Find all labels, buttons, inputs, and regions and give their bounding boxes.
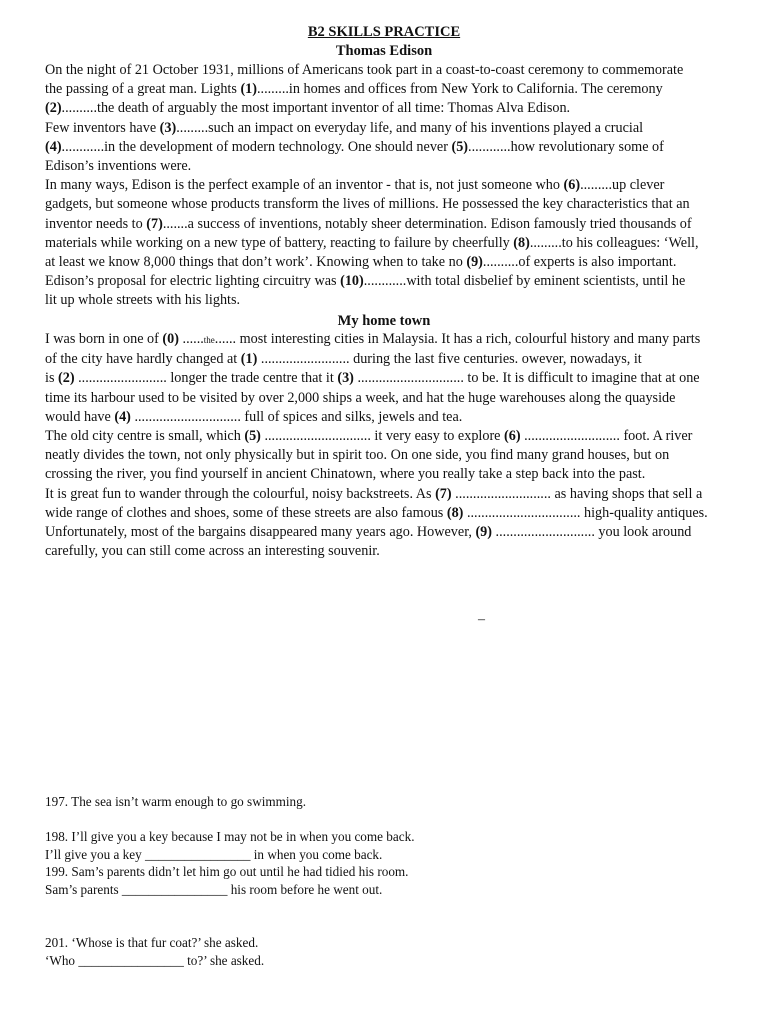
question-198 <box>45 828 735 863</box>
passage-text: ..........of experts is also important. <box>482 254 677 271</box>
hometown-line <box>45 389 735 408</box>
gap-number: (2) <box>45 100 62 117</box>
hometown-line <box>45 485 735 504</box>
page-title: B2 SKILLS PRACTICE <box>307 24 461 40</box>
edison-line <box>45 157 735 176</box>
gap-number: (6) <box>563 177 581 194</box>
gap-number: (3) <box>159 119 177 136</box>
hometown-line <box>45 369 735 388</box>
gap-number: (3) <box>337 370 354 387</box>
passage-text: The old city centre is small, which <box>45 428 245 445</box>
hometown-line <box>45 542 735 561</box>
edison-line <box>45 291 735 310</box>
passage-text: carefully, you can still come across an interesting souvenir. <box>45 543 380 560</box>
hometown-line <box>45 446 735 465</box>
gap-number: (5) <box>244 428 261 445</box>
passage-text: ............................ you look around <box>492 524 692 541</box>
hometown-line <box>45 330 735 350</box>
edison-line <box>45 234 735 253</box>
edison-line <box>45 61 735 80</box>
passage-text: ............in the development of modern technology. One should never <box>61 138 452 155</box>
passage-text: .........in homes and offices from New York to California. The ceremony <box>256 81 663 98</box>
edison-line <box>45 99 735 118</box>
passage-text: crossing the river, you find yourself in ancient Chinatown, where you really take a step back into the past. <box>45 466 646 483</box>
example-answer: the <box>203 335 215 345</box>
passage-text: Edison’s inventions were. <box>45 158 192 175</box>
passage-text: materials while working on a new type of battery, reacting to failure by cheerfully <box>45 234 514 251</box>
gap-number: (4) <box>114 408 131 425</box>
edison-line <box>45 138 735 157</box>
passage-text: .............................. it very easy to explore <box>260 428 505 445</box>
edison-line <box>45 195 735 214</box>
gap-number: (7) <box>146 215 163 232</box>
question-199-original: 199. Sam’s parents didn’t let him go out until he had tidied his room. <box>45 864 409 879</box>
question-201-rewrite: ‘Who ________________ to?’ she asked. <box>45 952 265 968</box>
passage-text: Edison’s proposal for electric lighting circuitry was <box>45 273 341 290</box>
gap-number: (8) <box>446 504 464 521</box>
passage-text: ........................... as having shops that sell a <box>451 485 703 502</box>
passage-text: ................................ high-quality antiques. <box>463 504 708 521</box>
passage-text: of the city have hardly changed at <box>45 351 241 368</box>
hometown-line <box>45 408 735 427</box>
gap-number: (5) <box>451 138 469 155</box>
passage-text: .........such an impact on everyday life, and many of his inventions played a crucial <box>176 119 644 136</box>
gap-number: (6) <box>504 428 521 445</box>
passage-text: On the night of 21 October 1931, millions of Americans took part in a coast-to-coast ceremony to commemorate <box>45 62 684 78</box>
question-197-text: 197. The sea isn’t warm enough to go swimming. <box>45 794 307 809</box>
gap-number: (1) <box>240 81 257 98</box>
hometown-line <box>45 523 735 542</box>
edison-line <box>45 119 735 138</box>
hometown-line <box>45 504 735 523</box>
question-199 <box>45 863 735 898</box>
edison-line <box>45 253 735 272</box>
edison-line <box>45 176 735 195</box>
passage-text: Unfortunately, most of the bargains disappeared many years ago. However, <box>45 524 476 541</box>
gap-number: (10) <box>340 273 364 290</box>
passage-text: ......................... longer the trade centre that it <box>74 370 338 387</box>
gap-number: (9) <box>475 524 492 541</box>
passage-text: In many ways, Edison is the perfect example of an inventor - that is, not just someone who <box>45 177 564 194</box>
section-title-edison: Thomas Edison <box>335 43 433 59</box>
edison-line <box>45 215 735 234</box>
passage-text: the passing of a great man. Lights <box>45 81 241 98</box>
gap-number: (9) <box>466 254 483 271</box>
question-199-rewrite: Sam’s parents ________________ his room before he went out. <box>45 881 383 897</box>
question-198-original: 198. I’ll give you a key because I may not be in when you come back. <box>45 829 415 844</box>
passage-text: inventor needs to <box>45 215 147 232</box>
passage-text: lit up whole streets with his lights. <box>45 292 241 309</box>
question-201-original: 201. ‘Whose is that fur coat?’ she asked. <box>45 935 259 950</box>
passage-text: ..........the death of arguably the most important inventor of all time: Thomas Alva Edison. <box>61 100 571 117</box>
passage-text: .........up clever <box>580 177 665 194</box>
passage-text: .........to his colleagues: ‘Well, <box>529 234 699 251</box>
question-198-rewrite: I’ll give you a key ________________ in when you come back. <box>45 846 383 862</box>
passage-text: ............how revolutionary some of <box>468 138 664 155</box>
passage-text: ........................... foot. A river <box>520 428 693 445</box>
passage-text: wide range of clothes and shoes, some of these streets are also famous <box>45 504 447 521</box>
passage-text: would have <box>45 408 115 425</box>
question-201 <box>45 934 735 969</box>
gap-number: (1) <box>240 351 258 368</box>
passage-text: It is great fun to wander through the colourful, noisy backstreets. As <box>45 485 436 502</box>
hometown-line <box>45 427 735 446</box>
gap-number: (7) <box>435 485 452 502</box>
passage-text: ...... <box>178 331 204 347</box>
passage-text: gadgets, but someone whose products transform the lives of millions. He possessed the key characteristics that an <box>45 196 690 213</box>
hometown-line <box>45 350 735 369</box>
passage-text: .............................. full of spices and silks, jewels and tea. <box>130 408 463 425</box>
passage-text: is <box>45 370 59 387</box>
passage-text: .......a success of inventions, notably sheer determination. Edison famously tried thousands of <box>162 215 692 232</box>
hometown-passage <box>45 330 735 561</box>
passage-text: ......................... during the last five centuries. owever, nowadays, it <box>257 351 642 368</box>
hometown-line <box>45 465 735 484</box>
gap-number: (4) <box>45 138 62 155</box>
gap-number: (8) <box>513 234 530 251</box>
separator-dash: – <box>478 612 485 627</box>
passage-text: neatly divides the town, not only physically but in spirit too. On one side, you find many grand houses, but on <box>45 447 670 464</box>
section-title-hometown: My home town <box>337 313 431 329</box>
passage-text: Few inventors have <box>45 119 160 136</box>
gap-number: (0) <box>162 331 179 347</box>
passage-text: time its harbour used to be visited by over 2,000 ships a week, and hat the huge warehouses along the quayside <box>45 389 676 406</box>
edison-passage <box>45 61 735 311</box>
question-197 <box>45 793 735 811</box>
passage-text: .............................. to be. It is difficult to imagine that at one <box>353 370 700 387</box>
passage-text: at least we know 8,000 things that don’t work’. Knowing when to take no <box>45 254 467 271</box>
passage-text: I was born in one of <box>45 331 163 347</box>
passage-text: ...... most interesting cities in Malaysia. It has a rich, colourful history and many parts <box>214 331 701 347</box>
passage-text: ............with total disbelief by eminent scientists, until he <box>363 273 686 290</box>
gap-number: (2) <box>58 370 75 387</box>
edison-line <box>45 80 735 99</box>
edison-line <box>45 272 735 291</box>
